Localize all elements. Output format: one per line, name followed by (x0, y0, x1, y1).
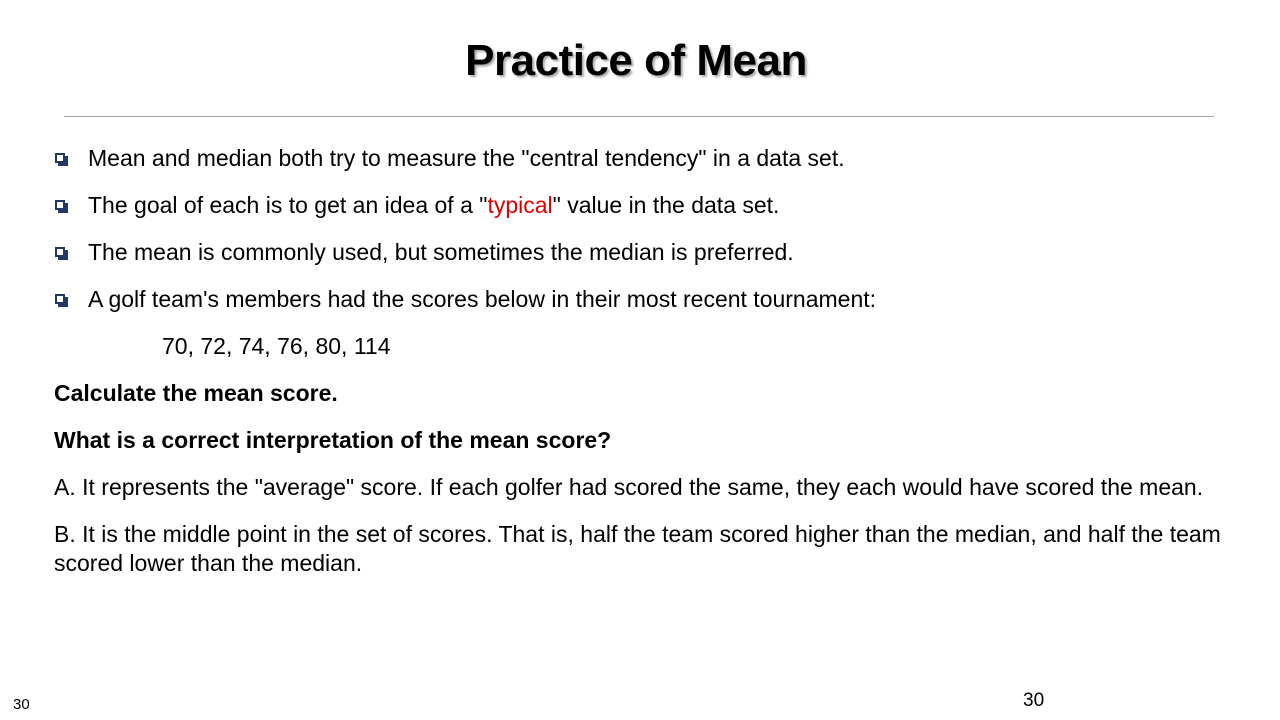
bullet-item (54, 238, 1234, 267)
bullet-text: Mean and median both try to measure the "central tendency" in a data set. (88, 145, 845, 171)
page-number-left: 30 (13, 696, 30, 713)
title-divider (64, 116, 1214, 117)
page-number-right: 30 (1023, 690, 1045, 711)
question-interpretation: What is a correct interpretation of the mean score? (54, 427, 612, 453)
square-bullet-icon (55, 153, 65, 163)
scores-list: 70, 72, 74, 76, 80, 114 (162, 333, 391, 359)
slide-title: Practice of Mean (465, 36, 807, 85)
bullet-text-before: The goal of each is to get an idea of a " (88, 192, 488, 218)
square-bullet-icon (55, 294, 65, 304)
bullet-text-after: " value in the data set. (552, 192, 780, 218)
bullet-item (54, 191, 1234, 220)
answer-option-b: B. It is the middle point in the set of scores. That is, half the team scored higher than the median, and half the team scored lower than the median. (54, 521, 1221, 576)
bullet-item (54, 285, 1234, 314)
bullet-text: A golf team's members had the scores below in their most recent tournament: (88, 286, 877, 312)
answer-option-a: A. It represents the "average" score. If each golfer had scored the same, they each would have scored the mean. (54, 474, 1204, 500)
question-calculate: Calculate the mean score. (54, 380, 338, 406)
highlight-word: typical (487, 192, 553, 218)
bullet-text: The mean is commonly used, but sometimes the median is preferred. (88, 239, 794, 265)
square-bullet-icon (55, 200, 65, 210)
square-bullet-icon (55, 247, 65, 257)
bullet-item (54, 144, 1234, 173)
slide-content (54, 144, 1234, 596)
